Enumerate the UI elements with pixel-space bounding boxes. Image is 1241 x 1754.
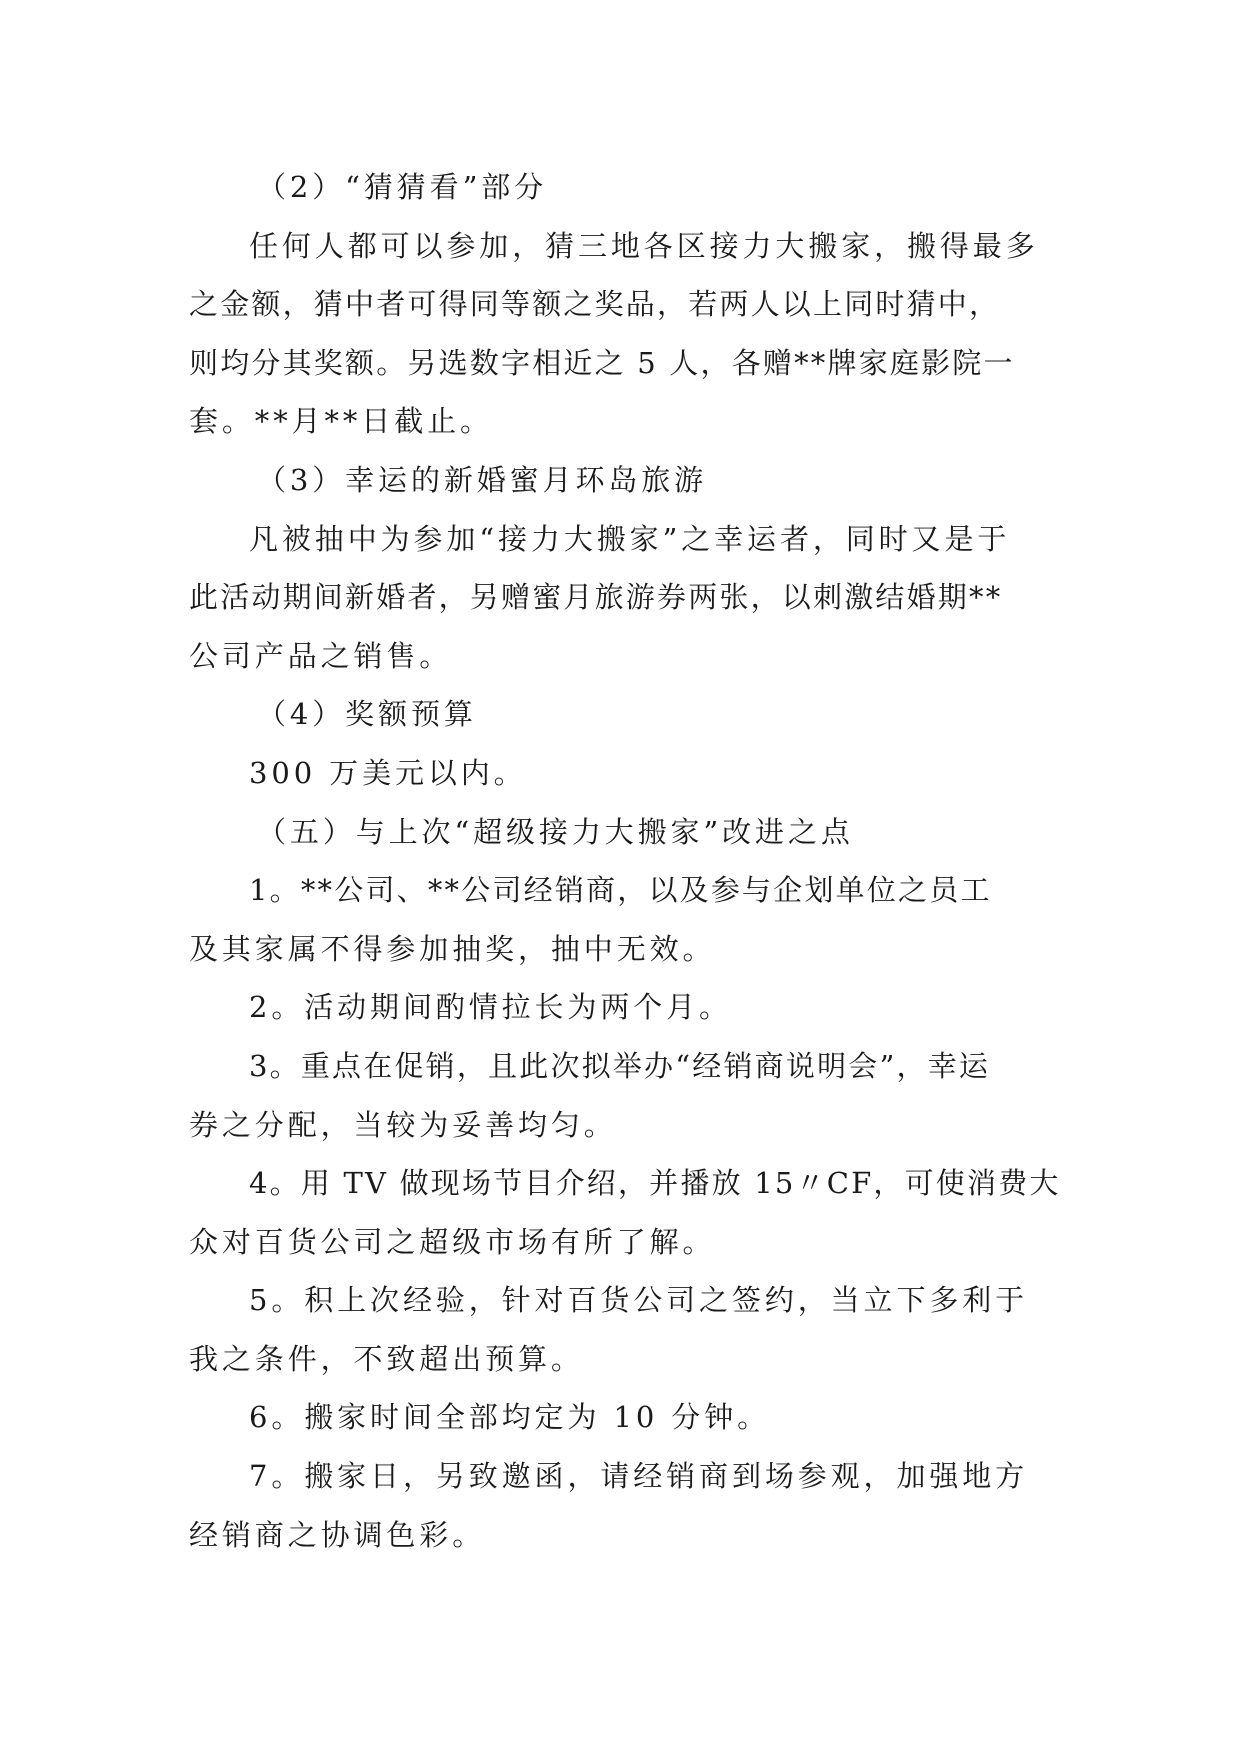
paragraph-line: 套。**月**日截止。 bbox=[189, 404, 493, 439]
list-item-line: 6。搬家时间全部均定为 10 分钟。 bbox=[249, 1400, 770, 1435]
list-item-line: 3。重点在促销，且此次拟举办“经销商说明会”，幸运 bbox=[249, 1048, 991, 1083]
list-item-line: 众对百货公司之超级市场有所了解。 bbox=[189, 1224, 716, 1259]
section-heading: （4）奖额预算 bbox=[257, 697, 477, 732]
list-item-line: 2。活动期间酌情拉长为两个月。 bbox=[249, 990, 732, 1025]
paragraph-line: 凡被抽中为参加“接力大搬家”之幸运者，同时又是于 bbox=[249, 521, 1011, 556]
paragraph-line: 300 万美元以内。 bbox=[249, 755, 527, 790]
list-item-line: 券之分配，当较为妥善均匀。 bbox=[189, 1107, 617, 1142]
list-item-line: 5。积上次经验，针对百货公司之签约，当立下多利于 bbox=[249, 1283, 1029, 1318]
list-item-line: 我之条件，不致超出预算。 bbox=[189, 1341, 584, 1376]
paragraph-line: 任何人都可以参加，猜三地各区接力大搬家，搬得最多 bbox=[249, 228, 1039, 263]
paragraph-line: 之金额，猜中者可得同等额之奖品，若两人以上同时猜中， bbox=[189, 287, 1001, 322]
paragraph-line: 公司产品之销售。 bbox=[189, 638, 453, 673]
section-heading: （2）“猜猜看”部分 bbox=[257, 170, 548, 204]
list-item-line: 4。用 TV 做现场节目介绍，并播放 15〃CF，可使消费大 bbox=[249, 1166, 1061, 1201]
list-item-line: 经销商之协调色彩。 bbox=[189, 1517, 486, 1552]
section-heading: （五）与上次“超级接力大搬家”改进之点 bbox=[257, 814, 854, 849]
document-body bbox=[189, 158, 1069, 1564]
paragraph-line: 则均分其奖额。另选数字相近之 5 人，各赠**牌家庭影院一 bbox=[189, 345, 1015, 380]
list-item-line: 7。搬家日，另致邀函，请经销商到场参观，加强地方 bbox=[249, 1459, 1029, 1494]
paragraph-line: 此活动期间新婚者，另赠蜜月旅游券两张，以刺激结婚期** bbox=[189, 580, 1003, 615]
list-item-line: 1。**公司、**公司经销商，以及参与企划单位之员工 bbox=[249, 873, 992, 908]
section-heading: （3）幸运的新婚蜜月环岛旅游 bbox=[257, 462, 708, 497]
list-item-line: 及其家属不得参加抽奖，抽中无效。 bbox=[189, 931, 716, 966]
